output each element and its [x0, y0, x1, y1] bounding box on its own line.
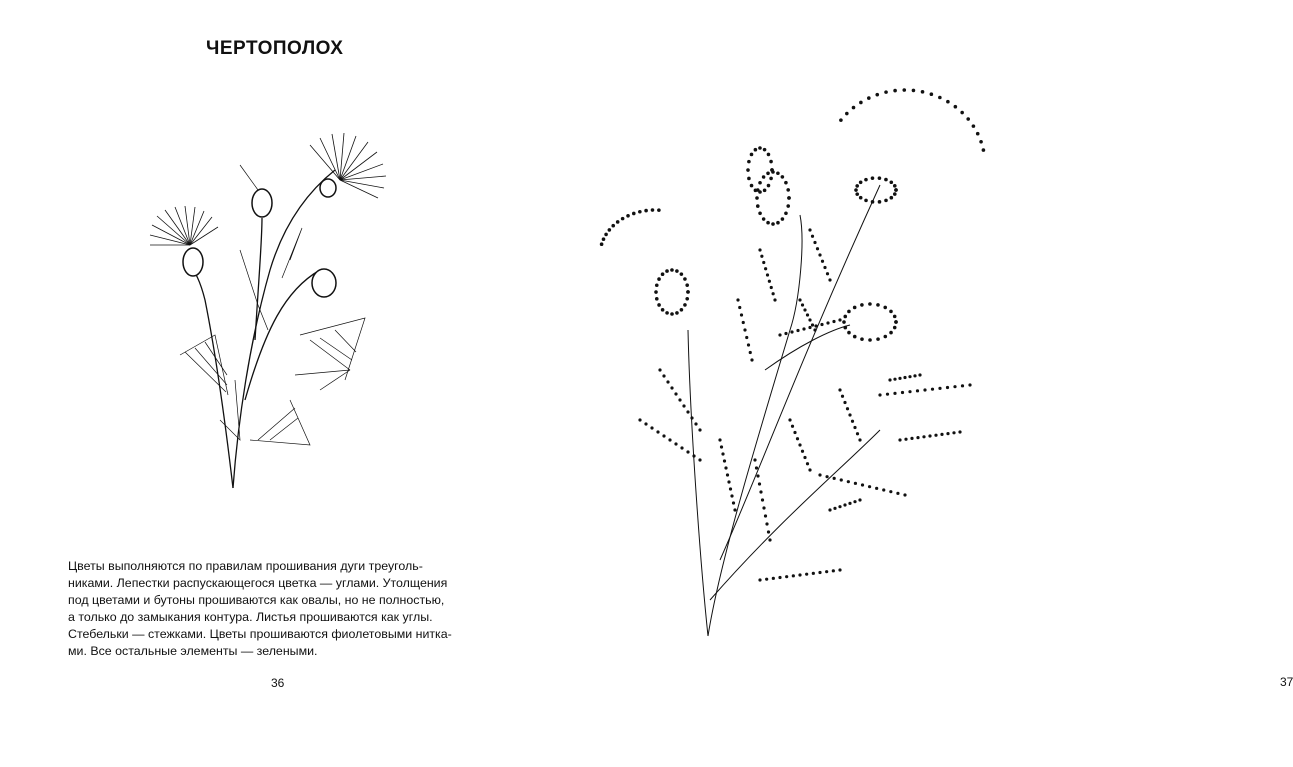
pattern-stems [688, 185, 880, 636]
left-page [0, 0, 512, 767]
flower-rays [150, 133, 386, 245]
text-line: ми. Все остальные элементы — зелеными. [68, 644, 318, 658]
pattern-dots [600, 88, 985, 581]
page-number: 37 [1280, 675, 1293, 689]
text-line: Стебельки — стежками. Цветы прошиваются фиолетовыми нитка- [68, 627, 452, 641]
thistle-embroidery-illustration [0, 0, 512, 520]
text-line: а только до замыкания контура. Листья прошиваются как углы. [68, 610, 433, 624]
page-number: 36 [271, 676, 285, 690]
text-line: под цветами и бутоны прошиваются как овалы, но не полностью, [68, 593, 445, 607]
text-line: никами. Лепестки распускающегося цветка — углами. Утолщения [68, 576, 448, 590]
right-page [512, 0, 1293, 767]
page-title: ЧЕРТОПОЛОХ [206, 38, 344, 59]
thistle-pattern-diagram [512, 0, 1024, 660]
leaf-angles [180, 165, 365, 445]
description-text [68, 558, 504, 660]
text-line: Цветы выполняются по правилам прошивания дуги треуголь- [68, 559, 423, 573]
